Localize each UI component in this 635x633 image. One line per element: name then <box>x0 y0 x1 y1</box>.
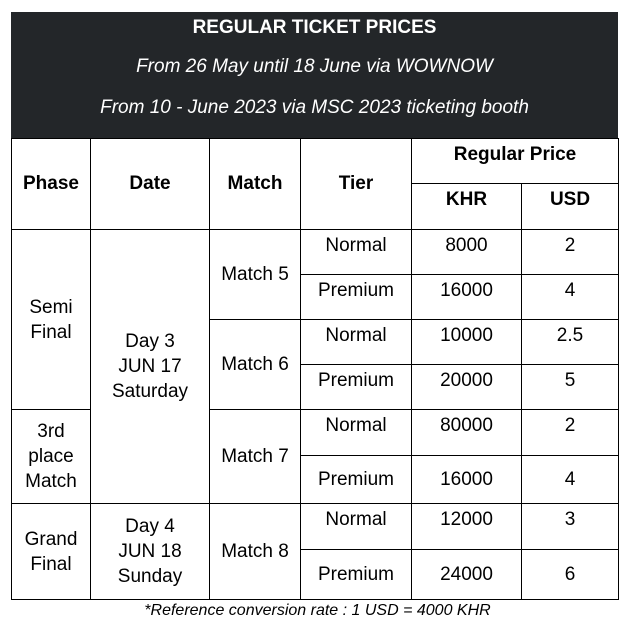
match-cell: Match 5 <box>210 230 301 320</box>
usd-cell: 4 <box>522 275 619 320</box>
khr-cell: 20000 <box>412 365 522 410</box>
tier-cell: Premium <box>301 275 412 320</box>
usd-cell: 2.5 <box>522 320 619 365</box>
usd-cell: 6 <box>522 550 619 600</box>
col-header-usd: USD <box>522 184 619 230</box>
phase-cell-grand-final: Grand Final <box>12 504 91 600</box>
tier-cell: Normal <box>301 230 412 275</box>
ticket-price-table <box>11 138 619 600</box>
match-cell: Match 8 <box>210 504 301 600</box>
phase-cell-third-place: 3rd place Match <box>12 410 91 504</box>
khr-cell: 24000 <box>412 550 522 600</box>
match-cell: Match 7 <box>210 410 301 504</box>
col-header-khr: KHR <box>412 184 522 230</box>
khr-cell: 10000 <box>412 320 522 365</box>
tier-cell: Normal <box>301 504 412 550</box>
tier-cell: Premium <box>301 550 412 600</box>
khr-cell: 12000 <box>412 504 522 550</box>
usd-cell: 2 <box>522 410 619 456</box>
header-sale-period-wownow: From 26 May until 18 June via WOWNOW <box>136 56 493 77</box>
date-cell-day3: Day 3 JUN 17 Saturday <box>91 230 210 504</box>
khr-cell: 80000 <box>412 410 522 456</box>
khr-cell: 16000 <box>412 456 522 504</box>
table-row <box>12 504 619 550</box>
conversion-rate-footnote: *Reference conversion rate : 1 USD = 4000 KHR <box>144 602 491 619</box>
col-header-tier: Tier <box>301 139 412 230</box>
tier-cell: Normal <box>301 320 412 365</box>
usd-cell: 4 <box>522 456 619 504</box>
khr-cell: 8000 <box>412 230 522 275</box>
khr-cell: 16000 <box>412 275 522 320</box>
col-header-regular-price: Regular Price <box>412 139 619 184</box>
phase-cell-semi-final: Semi Final <box>12 230 91 410</box>
table-row <box>12 230 619 275</box>
tier-cell: Normal <box>301 410 412 456</box>
usd-cell: 3 <box>522 504 619 550</box>
date-cell-day4: Day 4 JUN 18 Sunday <box>91 504 210 600</box>
usd-cell: 5 <box>522 365 619 410</box>
ticket-prices-header <box>11 12 618 138</box>
tier-cell: Premium <box>301 456 412 504</box>
header-sale-period-booth: From 10 - June 2023 via MSC 2023 ticketing booth <box>100 97 529 118</box>
col-header-phase: Phase <box>12 139 91 230</box>
header-title: REGULAR TICKET PRICES <box>192 17 437 38</box>
col-header-date: Date <box>91 139 210 230</box>
col-header-match: Match <box>210 139 301 230</box>
tier-cell: Premium <box>301 365 412 410</box>
match-cell: Match 6 <box>210 320 301 410</box>
usd-cell: 2 <box>522 230 619 275</box>
